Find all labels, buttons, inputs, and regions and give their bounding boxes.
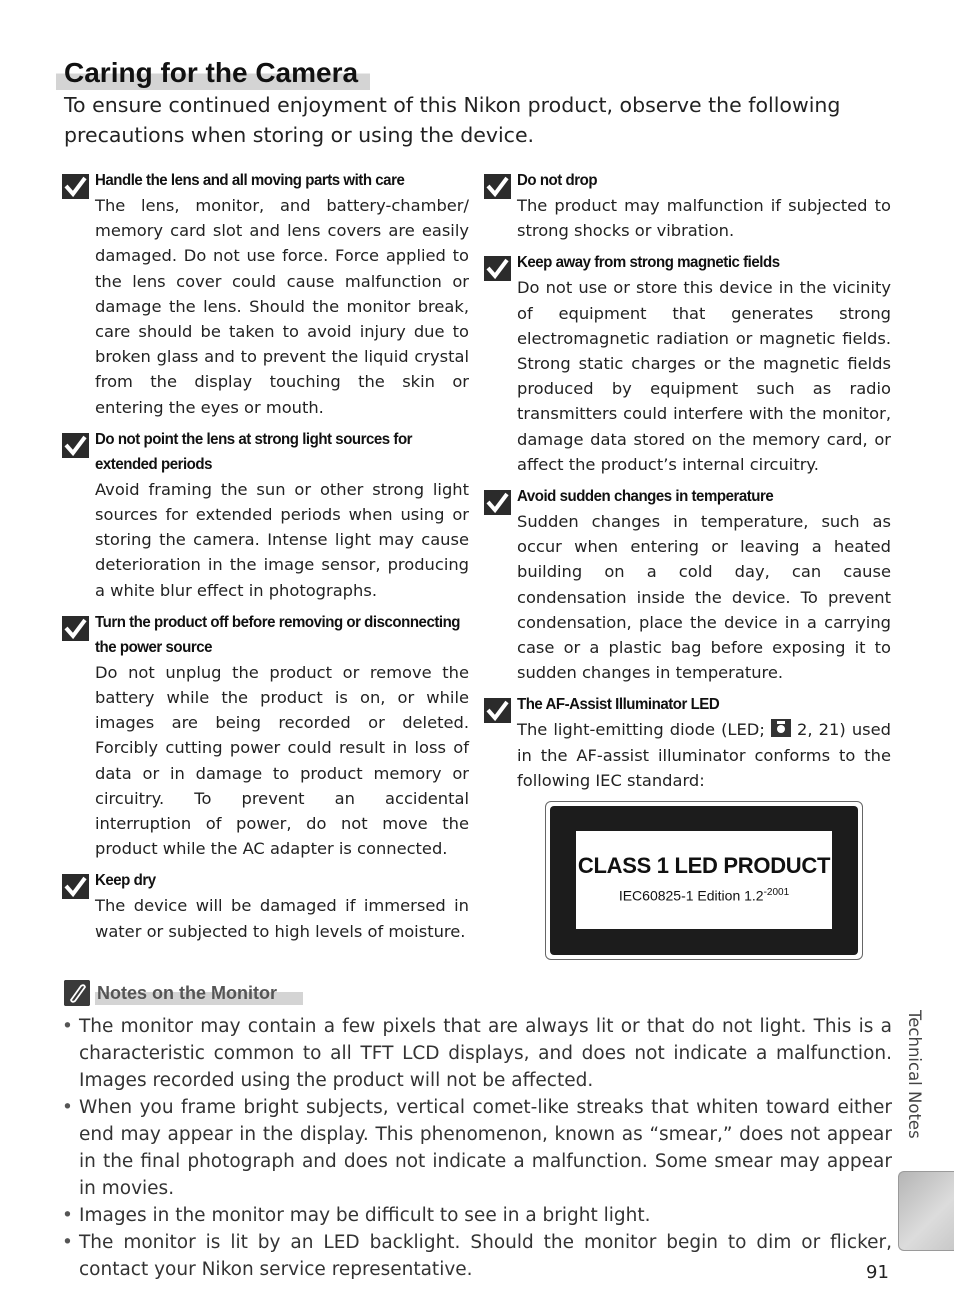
checkmark-icon [484,698,511,723]
section-body: Do not use or store this device in the vicinity of equipment that generates strong electromagnetic radiation or magnetic fields. Strong static charges or the magnetic fields produced by equipment such as radio transmitters could interfere with the monitor, damage data stored on the memory card, or affect the product’s internal circuitry. [517,278,891,474]
section-temperature [484,484,894,685]
pencil-note-icon [64,980,90,1006]
section-body: The device will be damaged if immersed in water or subjected to high levels of moisture. [95,896,469,941]
section-title: Handle the lens and all moving parts with care [95,172,405,189]
af-body-end: 2, 21) used in the AF-assist illuminator conforms to the following IEC standard: [517,720,891,790]
section-magnetic-fields [484,250,894,477]
bullet: • [62,1097,73,1118]
section-strong-light [62,427,472,603]
section-keep-dry [62,868,472,943]
list-item [62,1094,892,1202]
bullet: • [62,1205,73,1226]
list-item [62,1013,892,1094]
checkmark-icon [62,874,89,899]
section-title: Turn the product off before removing or disconnecting the power source [95,613,461,656]
intro-text: To ensure continued enjoyment of this Nikon product, observe the following precautions when storing or using the device. [64,93,841,147]
page-number: 91 [866,1262,889,1283]
checkmark-icon [62,174,89,199]
list-item [62,1229,892,1283]
note-text: Images in the monitor may be difficult to see in a bright light. [79,1205,651,1226]
checkmark-icon [484,174,511,199]
section-af-assist-led [484,692,894,793]
label-white-panel [576,831,832,929]
checkmark-icon [484,490,511,515]
led-class-label [545,801,863,960]
list-item [62,1202,892,1229]
notes-list [62,1013,892,1283]
label-class-text: CLASS 1 LED PRODUCT [577,853,831,878]
af-body-start: The light-emitting diode (LED; [517,720,765,740]
section-title: Do not drop [517,172,598,189]
section-title: The AF-Assist Illuminator LED [517,696,720,714]
section-body: Do not unplug the product or remove the battery while the product is on, or while images are being recorded or deleted. Forcibly cutting power could result in loss of data or in damage to product memory or circuitry. To prevent an accidental interruption of power, do not move the product while the AC adapter is connected. [95,662,469,859]
checkmark-icon [484,256,511,281]
label-standard: IEC60825-1 Edition 1.2 [618,887,764,904]
note-text: When you frame bright subjects, vertical comet-like streaks that whiten toward either end may appear in the display. This phenomenon, known as “smear,” does not appear in the final photograph and does not indicate a malfunction. Some smear may appear in movies. [79,1097,892,1199]
section-body: The product may malfunction if subjected to strong shocks or vibration. [517,196,891,241]
right-column [484,168,894,800]
side-tab-label: Technical Notes [905,1010,924,1139]
section-body: Avoid framing the sun or other strong light sources for extended periods when using or storing the camera. Intense light may cause deterioration in the image sensor, producing a white blur effect in photographs. [95,479,469,600]
section-handle-lens [62,168,472,420]
section-do-not-drop [484,168,894,243]
notes-title: Notes on the Monitor [95,981,303,1005]
section-title: Do not point the lens at strong light sources for extended periods [95,430,413,473]
label-standard-text [576,887,832,904]
section-title: Keep dry [95,872,156,890]
section-title: Avoid sudden changes in temperature [517,488,774,506]
note-text: The monitor may contain a few pixels that are always lit or that do not light. This is a characteristic common to all TFT LCD displays, and does not indicate a malfunction. Images recorded using the product will not be affected. [79,1016,892,1091]
page-title: Caring for the Camera [56,56,370,90]
label-black-frame [550,806,858,955]
section-body: The lens, monitor, and battery-chamber/ memory card slot and lens covers are easily damaged. Do not use force. Force applied to the lens cover could cause malfunction or damage the lens. Should the monitor break, care should be taken to avoid injury due to broken glass and to prevent the liquid crystal from the display touching the skin or entering the eyes or mouth. [95,196,469,417]
section-title: Keep away from strong magnetic fields [517,254,780,272]
checkmark-icon [62,433,89,458]
bullet: • [62,1232,73,1253]
note-text: The monitor is lit by an LED backlight. Should the monitor begin to dim or flicker, contact your Nikon service representative. [79,1232,892,1280]
label-standard-sup: -2001 [763,887,790,898]
bullet: • [62,1016,73,1037]
section-body: Sudden changes in temperature, such as occur when entering or leaving a heated building on a cold day, can cause condensation inside the device. To prevent condensation, place the device in a carrying case or a plastic bag before exposing it to sudden changes in temperature. [517,512,891,683]
left-column [62,168,472,951]
side-tab-marker [898,1171,954,1251]
section-power-off [62,610,472,862]
section-body [517,717,891,793]
checkmark-icon [62,616,89,641]
camera-reference-icon [771,719,791,737]
